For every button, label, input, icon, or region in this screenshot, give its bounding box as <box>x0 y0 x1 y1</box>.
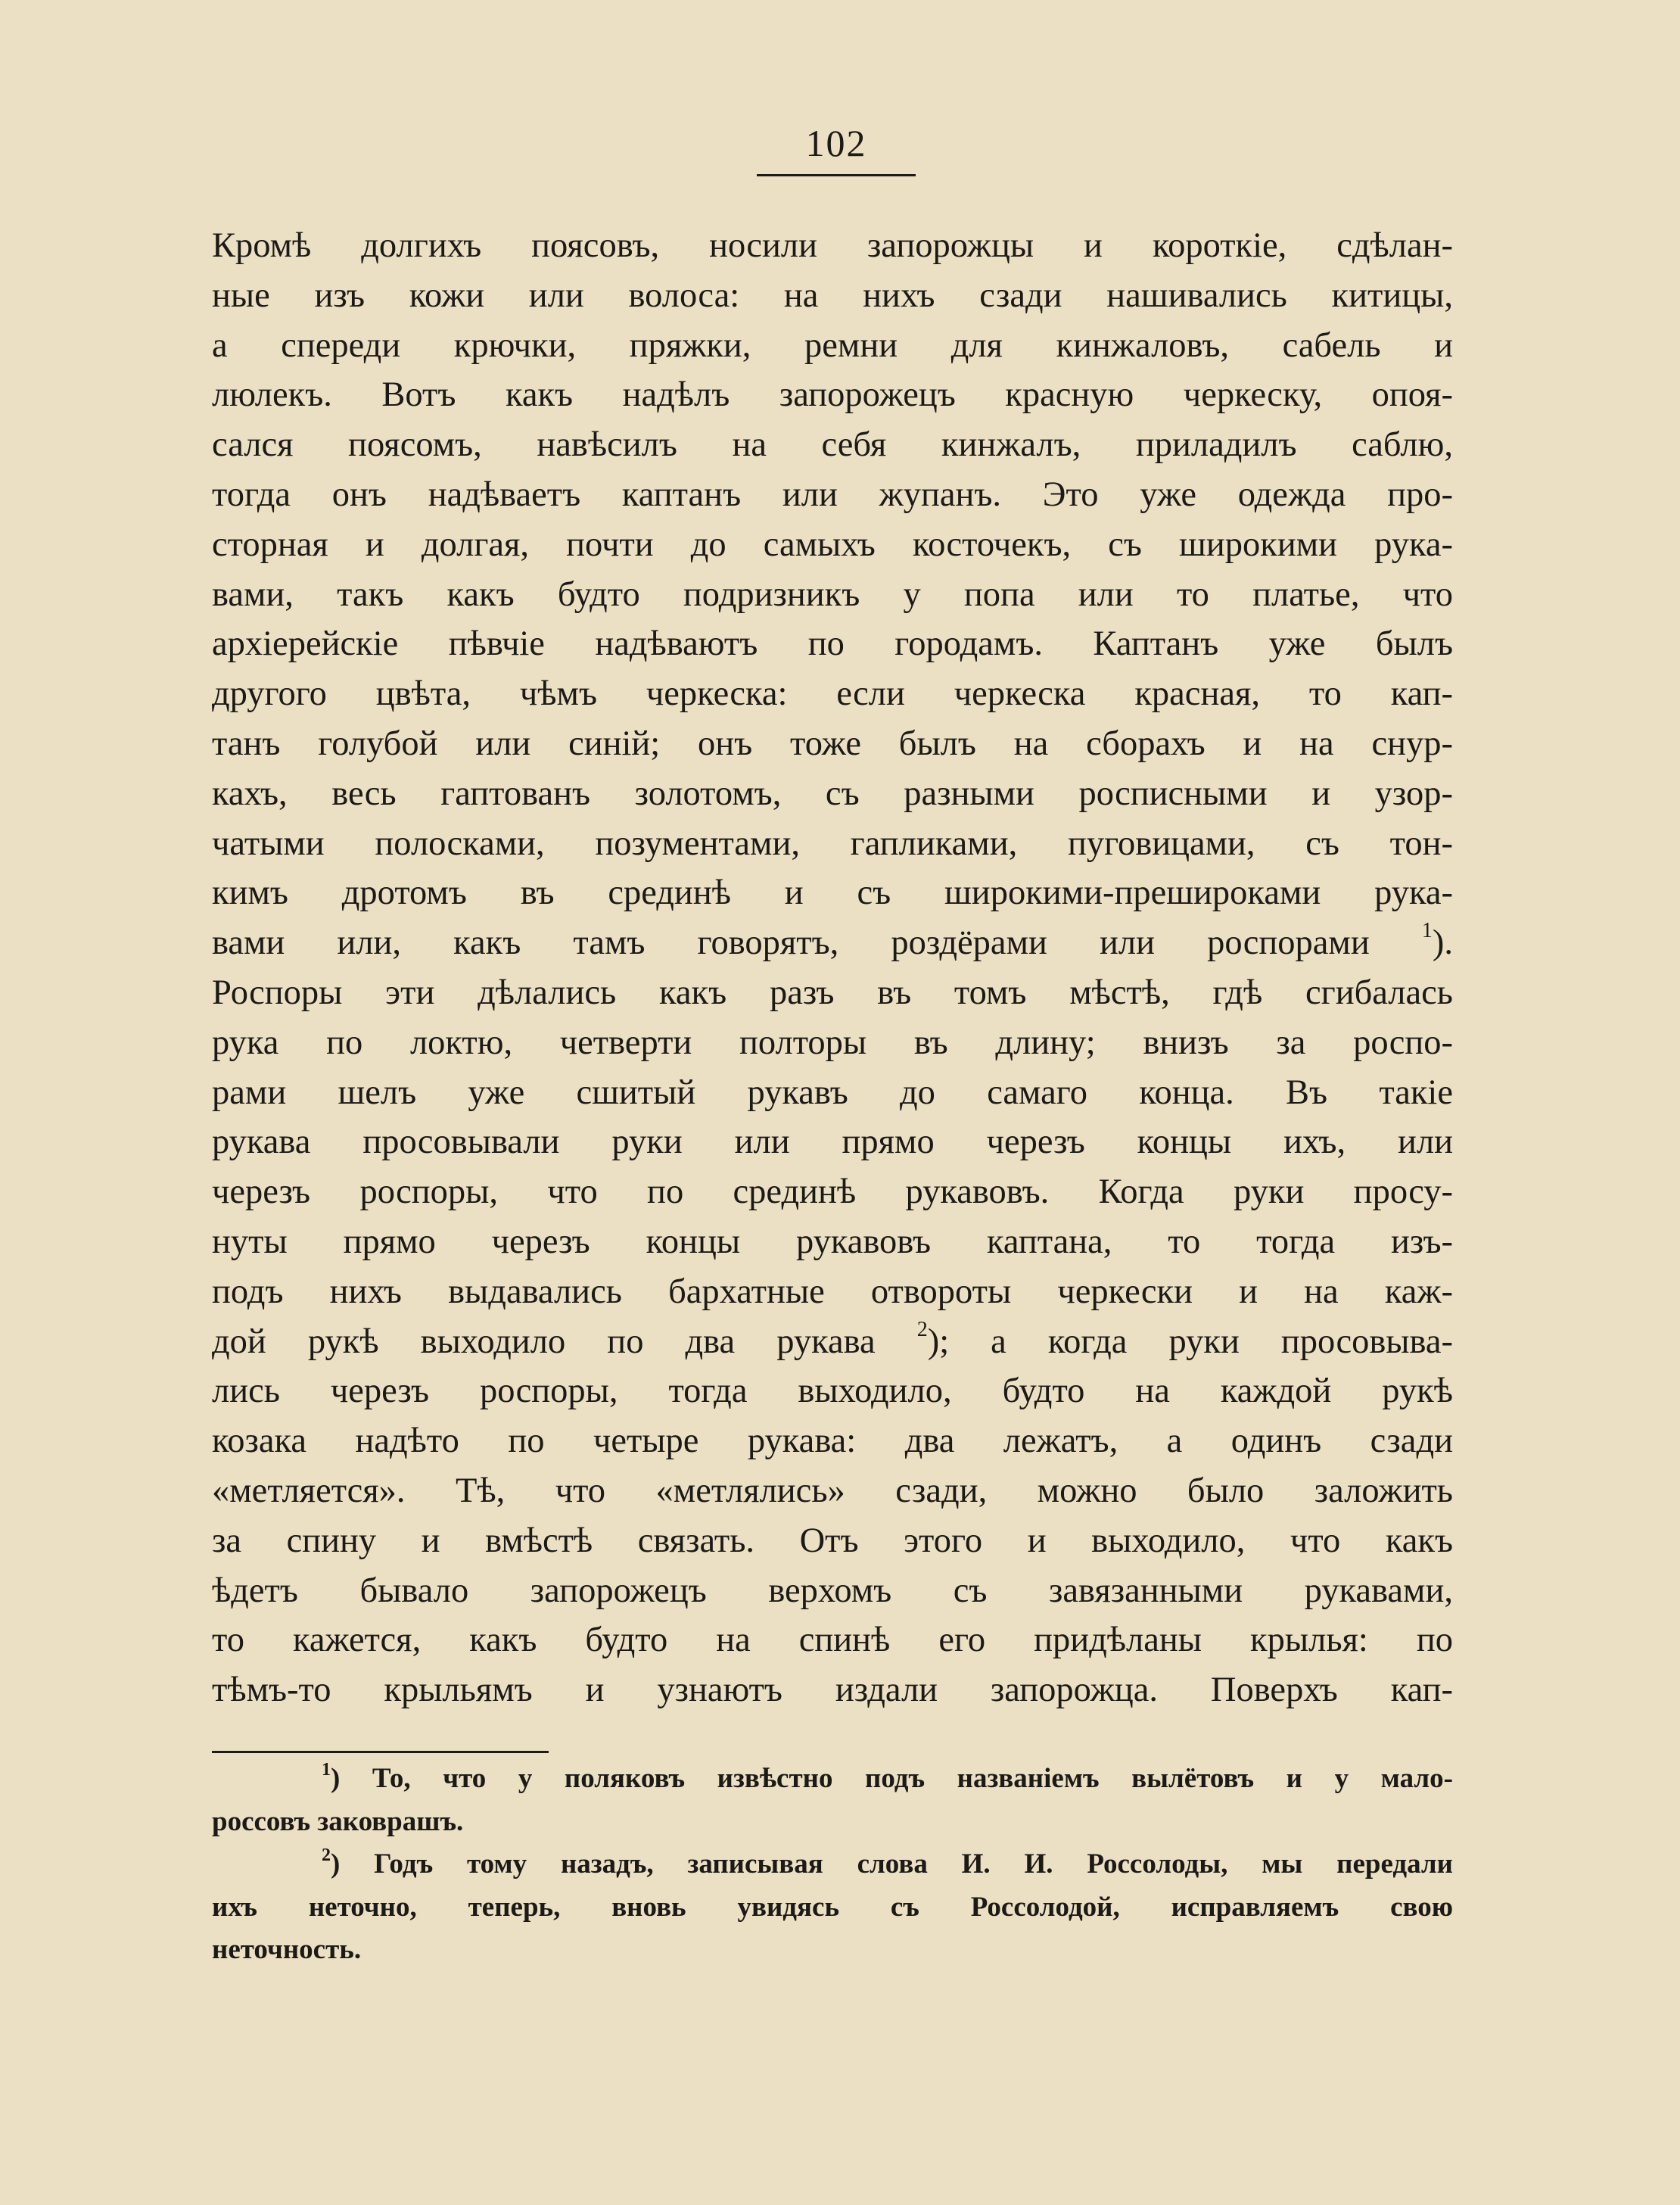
page-number: 102 <box>805 122 867 164</box>
text-line: черезъ роспоры, что по срединѣ рукавовъ. Когда руки просу- <box>212 1173 1453 1212</box>
text-line: лись черезъ роспоры, тогда выходило, будто на каждой рукѣ <box>212 1372 1453 1411</box>
text-line: Роспоры эти дѣлались какъ разъ въ томъ мѣстѣ, гдѣ сгибалась <box>212 973 1453 1012</box>
text-line-segment: ). <box>1432 923 1453 963</box>
text-line-segment: дой рукѣ выходило по два рукава <box>212 1322 876 1361</box>
footnote-1-text: ) То, что у поляковъ извѣстно подъ названіемъ вылётовъ и у мало- <box>331 1763 1453 1794</box>
footnote-separator <box>212 1751 549 1753</box>
footnote-1-line <box>212 1758 1453 1801</box>
text-line: архіерейскіе пѣвчіе надѣваютъ по городамъ. Каптанъ уже былъ <box>212 624 1453 664</box>
footnote-2-mark: 2 <box>322 1845 331 1865</box>
text-line: ные изъ кожи или волоса: на нихъ сзади нашивались китицы, <box>212 276 1453 315</box>
text-line: то кажется, какъ будто на спинѣ его придѣланы крылья: по <box>212 1621 1453 1660</box>
text-line: вами, такъ какъ будто подризникъ у попа или то платье, что <box>212 575 1453 614</box>
text-line: «метляется». Тѣ, что «метлялись» сзади, можно было заложить <box>212 1471 1453 1510</box>
text-line: ѣдетъ бывало запорожецъ верхомъ съ завязанными рукавами, <box>212 1571 1453 1610</box>
text-line: а спереди крючки, пряжки, ремни для кинжаловъ, сабель и <box>212 325 1453 365</box>
text-line: тѣмъ-то крыльямъ и узнаютъ издали запорожца. Поверхъ кап- <box>212 1671 1453 1710</box>
text-line: рука по локтю, четверти полторы въ длину; внизъ за роспо- <box>212 1023 1453 1062</box>
main-text <box>212 221 1453 1715</box>
text-line-with-footnote-ref <box>212 918 1453 968</box>
text-line-segment: вами или, какъ тамъ говорятъ, роздёрами или роспорами <box>212 923 1370 963</box>
footnote-1-line: россовъ заковрашъ. <box>212 1805 464 1837</box>
text-line: чатыми полосками, позументами, гапликами, пуговицами, съ тон- <box>212 824 1453 863</box>
text-line: танъ голубой или синій; онъ тоже былъ на сборахъ и на снур- <box>212 724 1453 763</box>
text-line: сался поясомъ, навѣсилъ на себя кинжалъ, приладилъ саблю, <box>212 425 1453 465</box>
footnote-2-line: ихъ неточно, теперь, вновь увидясь съ Россолодой, исправляемъ свою <box>212 1891 1453 1923</box>
text-line: сторная и долгая, почти до самыхъ косточекъ, съ широкими рука- <box>212 525 1453 564</box>
text-line: люлекъ. Вотъ какъ надѣлъ запорожецъ красную черкеску, опоя- <box>212 375 1453 415</box>
text-line: кахъ, весь гаптованъ золотомъ, съ разными росписными и узор- <box>212 774 1453 813</box>
text-line: тогда онъ надѣваетъ каптанъ или жупанъ. Это уже одежда про- <box>212 475 1453 514</box>
footnote-2-line <box>212 1843 1453 1886</box>
text-line: козака надѣто по четыре рукава: два лежатъ, а одинъ сзади <box>212 1422 1453 1461</box>
text-line: Кромѣ долгихъ поясовъ, носили запорожцы и короткіе, сдѣлан- <box>212 226 1453 265</box>
text-line: кимъ дротомъ въ срединѣ и съ широкими-прешироками рука- <box>212 874 1453 913</box>
text-line-segment: ); а когда руки просовыва- <box>927 1322 1454 1361</box>
footnote-ref-2[interactable]: 2 <box>916 1317 928 1341</box>
footnote-1-mark: 1 <box>322 1760 331 1780</box>
footnote-ref-1[interactable]: 1 <box>1421 919 1433 943</box>
page-number-rule <box>757 174 916 176</box>
text-line: другого цвѣта, чѣмъ черкеска: если черкеска красная, то кап- <box>212 674 1453 714</box>
text-line: рами шелъ уже сшитый рукавъ до самаго конца. Въ такіе <box>212 1073 1453 1112</box>
footnotes <box>212 1758 1453 1972</box>
text-line: рукава просовывали руки или прямо черезъ концы ихъ, или <box>212 1123 1453 1162</box>
text-line: нуты прямо черезъ концы рукавовъ каптана, то тогда изъ- <box>212 1222 1453 1261</box>
footnote-2-text: ) Годъ тому назадъ, записывая слова И. И. Россолоды, мы передали <box>331 1848 1453 1880</box>
text-line: подъ нихъ выдавались бархатные отвороты черкески и на каж- <box>212 1272 1453 1311</box>
text-line: за спину и вмѣстѣ связать. Отъ этого и выходило, что какъ <box>212 1521 1453 1560</box>
footnote-2-line: неточность. <box>212 1934 362 1965</box>
text-line-with-footnote-ref <box>212 1317 1453 1367</box>
